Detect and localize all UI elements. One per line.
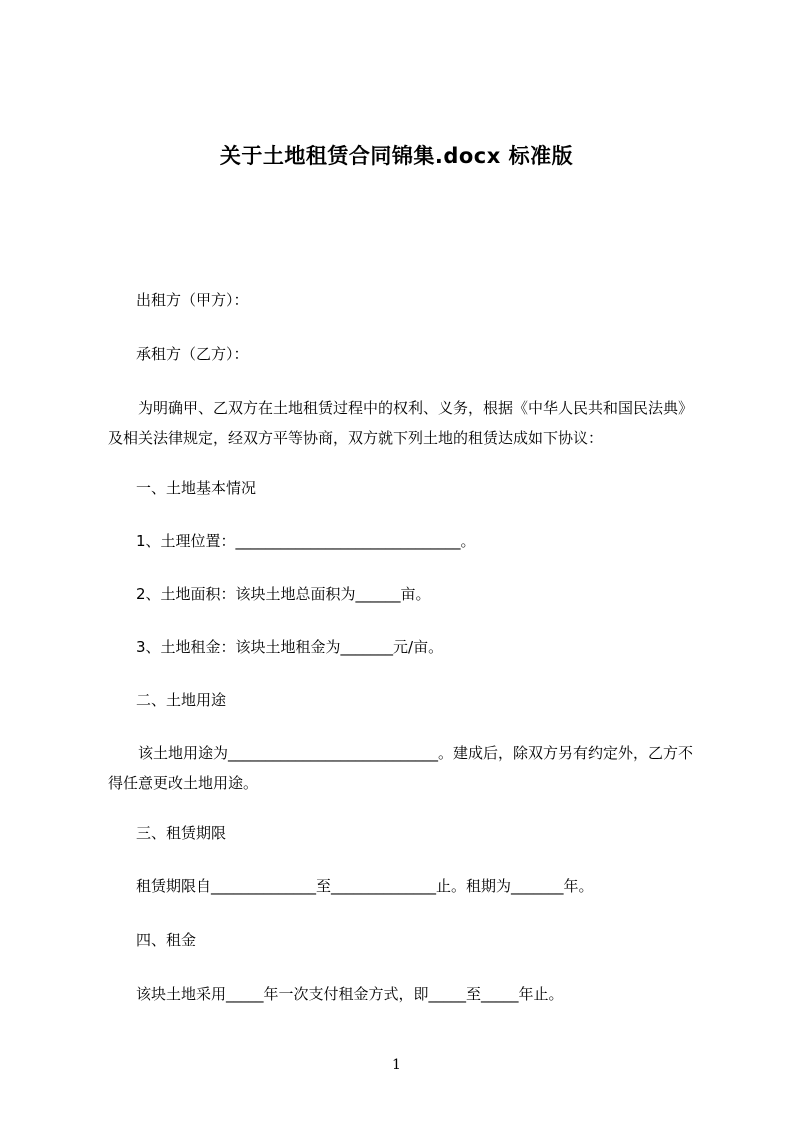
lessor-line: 出租方（甲方）： (136, 291, 249, 309)
lessee-line: 承租方（乙方）： (136, 345, 249, 363)
item-area: 2、土地面积：该块土地总面积为______亩。 (136, 585, 431, 603)
section-heading-basic-info: 一、土地基本情况 (136, 479, 257, 497)
term-line: 租赁期限自______________至______________止。租期为_______年。 (136, 877, 594, 895)
usage-text: 该土地用途为____________________________。建成后，除双方另有约定外，乙方不得任意更改土地用途。 (108, 744, 694, 792)
section-heading-rent: 四、租金 (136, 931, 197, 949)
intro-paragraph (108, 393, 703, 453)
document-title: 关于土地租赁合同锦集.docx 标准版 (219, 144, 574, 168)
section-heading-usage: 二、土地用途 (136, 691, 227, 709)
usage-paragraph (108, 738, 703, 798)
intro-text: 为明确甲、乙双方在土地租赁过程中的权利、义务，根据《中华人民共和国民法典》及相关法律规定，经双方平等协商，双方就下列土地的租赁达成如下协议： (108, 399, 694, 447)
rent-line: 该块土地采用_____年一次支付租金方式，即_____至_____年止。 (136, 985, 564, 1003)
section-heading-term: 三、租赁期限 (136, 824, 227, 842)
item-rent-rate: 3、土地租金：该块土地租金为_______元/亩。 (136, 638, 444, 656)
page-number: 1 (392, 1057, 401, 1073)
item-location: 1、土理位置：______________________________。 (136, 532, 476, 550)
